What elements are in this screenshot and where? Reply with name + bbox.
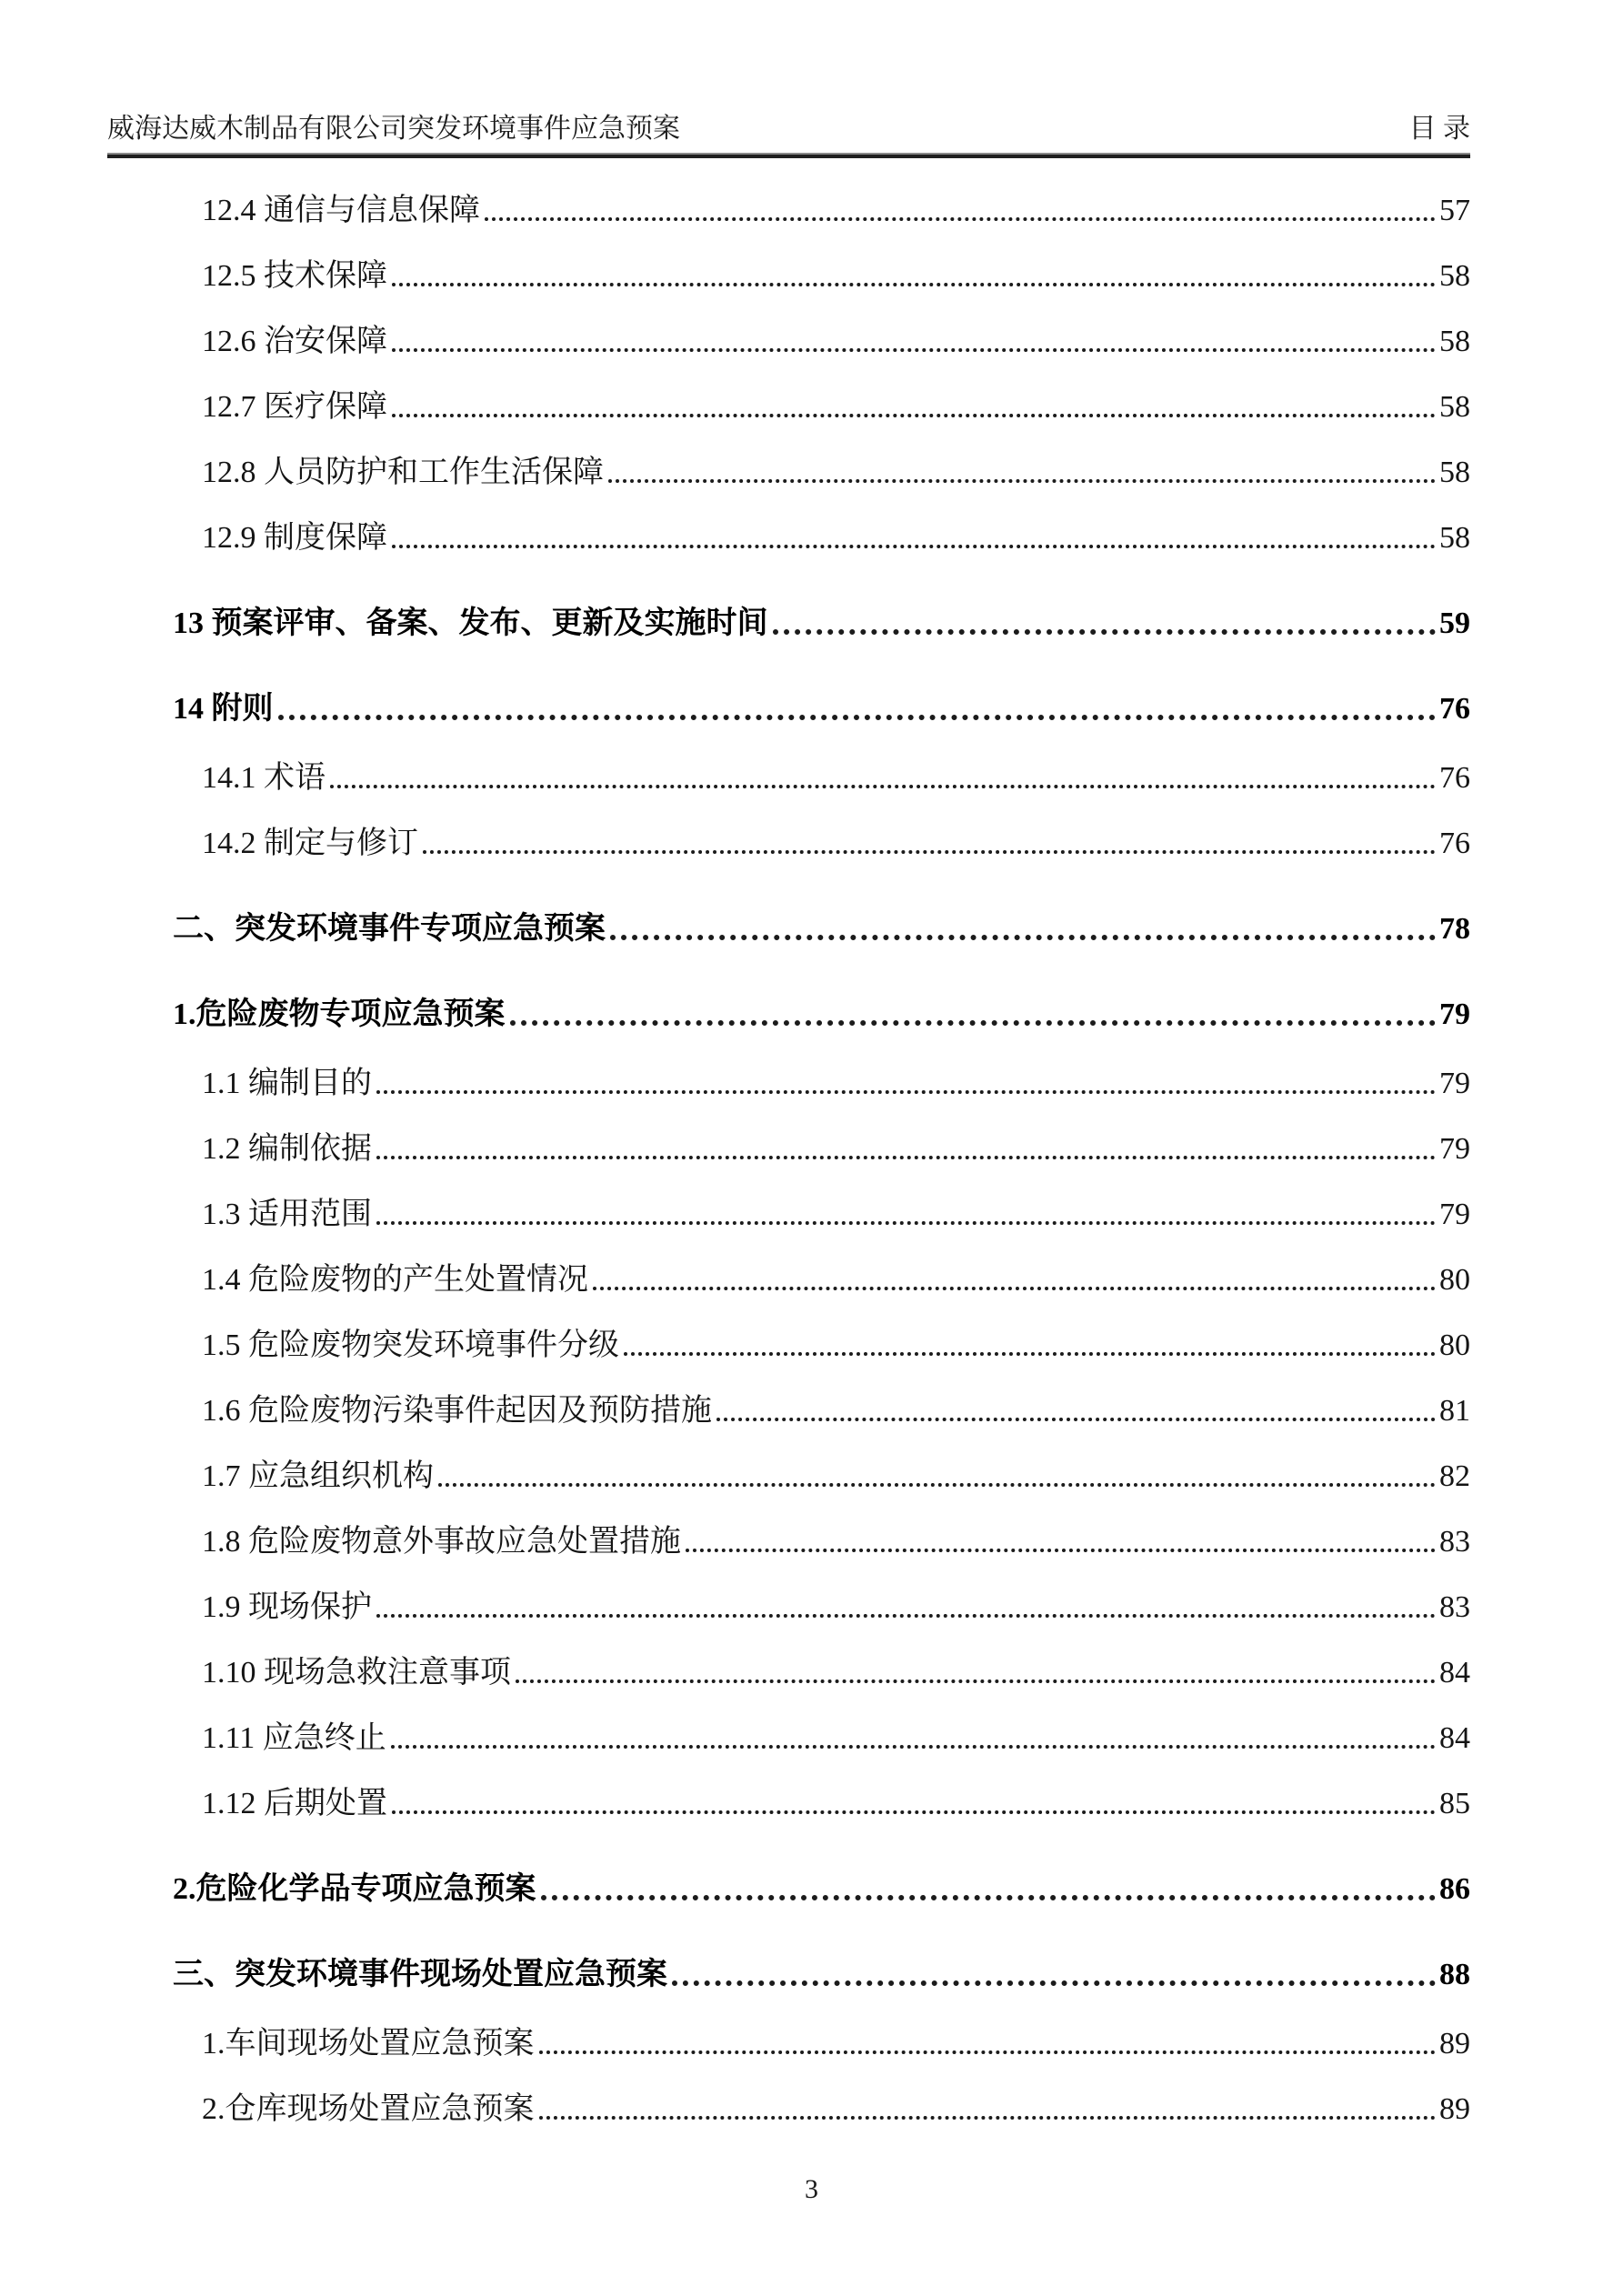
toc-list: [173, 178, 1470, 2142]
toc-entry-label: 14.2 制定与修订: [202, 827, 418, 860]
toc-entry-page: 76: [1439, 827, 1470, 860]
toc-entry-label: 14.1 术语: [202, 761, 326, 795]
toc-entry-page: 58: [1439, 259, 1470, 293]
toc-entry-page: 80: [1439, 1263, 1470, 1297]
toc-entry-page: 76: [1439, 761, 1470, 795]
toc-entry-label: 12.4 通信与信息保障: [202, 194, 480, 227]
toc-entry-page: 58: [1439, 390, 1470, 424]
toc-dot-leader: [330, 785, 1436, 788]
toc-entry[interactable]: [173, 677, 1470, 742]
header-rule: [107, 153, 1470, 158]
toc-entry[interactable]: [173, 591, 1470, 657]
header-doc-title: 威海达威木制品有限公司突发环境事件应急预案: [107, 114, 680, 144]
toc-entry[interactable]: [173, 506, 1470, 571]
toc-entry[interactable]: [173, 1706, 1470, 1771]
toc-entry-page: 84: [1439, 1656, 1470, 1689]
toc-entry-page: 89: [1439, 2092, 1470, 2126]
toc-dot-leader: [539, 2116, 1437, 2120]
toc-dot-leader: [438, 1483, 1436, 1487]
toc-entry-label: 1.9 现场保护: [202, 1590, 372, 1624]
toc-entry-page: 86: [1439, 1872, 1470, 1906]
toc-entry[interactable]: [173, 1575, 1470, 1640]
toc-entry-page: 83: [1439, 1525, 1470, 1559]
toc-entry-label: 1.车间现场处置应急预案: [202, 2027, 535, 2060]
toc-entry-label: 12.7 医疗保障: [202, 390, 387, 424]
toc-entry-label: 14 附则: [173, 692, 274, 726]
toc-entry-page: 79: [1439, 1132, 1470, 1166]
toc-entry-label: 二、突发环境事件专项应急预案: [173, 912, 606, 946]
toc-dot-leader: [392, 1810, 1436, 1814]
toc-dot-leader: [376, 1090, 1436, 1094]
toc-dot-leader: [392, 283, 1436, 286]
toc-dot-leader: [392, 545, 1436, 548]
toc-entry-page: 58: [1439, 456, 1470, 489]
toc-entry-page: 79: [1439, 1067, 1470, 1100]
toc-entry-page: 58: [1439, 521, 1470, 555]
toc-dot-leader: [610, 935, 1436, 940]
toc-entry-page: 84: [1439, 1721, 1470, 1755]
toc-entry[interactable]: [173, 897, 1470, 962]
toc-entry-page: 57: [1439, 194, 1470, 227]
toc-entry-page: 59: [1439, 607, 1470, 640]
toc-entry-label: 12.5 技术保障: [202, 259, 387, 293]
toc-entry-label: 1.8 危险废物意外事故应急处置措施: [202, 1525, 681, 1559]
toc-dot-leader: [516, 1679, 1436, 1683]
toc-dot-leader: [278, 715, 1437, 720]
toc-dot-leader: [376, 1614, 1436, 1618]
toc-entry-page: 76: [1439, 692, 1470, 726]
toc-dot-leader: [716, 1418, 1436, 1421]
toc-dot-leader: [392, 414, 1436, 417]
toc-entry[interactable]: [173, 2011, 1470, 2077]
toc-entry-label: 1.6 危险废物污染事件起因及预防措施: [202, 1394, 712, 1428]
toc-entry-label: 1.12 后期处置: [202, 1787, 387, 1820]
toc-entry-label: 1.1 编制目的: [202, 1067, 372, 1100]
toc-entry[interactable]: [173, 375, 1470, 440]
toc-entry-page: 80: [1439, 1328, 1470, 1362]
toc-entry[interactable]: [173, 1313, 1470, 1379]
toc-entry[interactable]: [173, 440, 1470, 506]
toc-entry-label: 1.7 应急组织机构: [202, 1459, 434, 1493]
toc-entry-label: 1.3 适用范围: [202, 1198, 372, 1231]
toc-entry-page: 81: [1439, 1394, 1470, 1428]
toc-dot-leader: [376, 1221, 1436, 1225]
toc-dot-leader: [392, 348, 1436, 352]
toc-entry[interactable]: [173, 1771, 1470, 1837]
toc-entry[interactable]: [173, 1640, 1470, 1706]
toc-dot-leader: [624, 1352, 1436, 1356]
toc-dot-leader: [672, 1980, 1436, 1986]
page-footer: [0, 2174, 1623, 2205]
toc-entry-label: 12.6 治安保障: [202, 325, 387, 358]
toc-entry-page: 79: [1439, 1198, 1470, 1231]
toc-entry-page: 88: [1439, 1958, 1470, 1991]
toc-entry[interactable]: [173, 1509, 1470, 1575]
toc-dot-leader: [773, 629, 1437, 635]
toc-entry-label: 12.9 制度保障: [202, 521, 387, 555]
toc-dot-leader: [510, 1020, 1437, 1026]
toc-dot-leader: [593, 1287, 1436, 1290]
toc-entry-label: 1.5 危险废物突发环境事件分级: [202, 1328, 619, 1362]
toc-dot-leader: [539, 2050, 1437, 2054]
toc-entry-page: 82: [1439, 1459, 1470, 1493]
toc-entry-page: 78: [1439, 912, 1470, 946]
toc-dot-leader: [541, 1895, 1437, 1900]
toc-entry[interactable]: [173, 1379, 1470, 1444]
header-section-label: 目 录: [1408, 114, 1470, 144]
toc-entry-label: 1.危险废物专项应急预案: [173, 998, 506, 1031]
toc-entry-label: 13 预案评审、备案、发布、更新及实施时间: [173, 607, 768, 640]
toc-entry-label: 1.11 应急终止: [202, 1721, 386, 1755]
toc-entry[interactable]: [173, 309, 1470, 375]
toc-entry-label: 2.危险化学品专项应急预案: [173, 1872, 536, 1906]
page-header: [107, 0, 1470, 158]
toc-dot-leader: [608, 479, 1436, 483]
toc-entry[interactable]: [173, 746, 1470, 811]
toc-entry[interactable]: [173, 1248, 1470, 1313]
toc-entry[interactable]: [173, 1182, 1470, 1248]
toc-entry-page: 58: [1439, 325, 1470, 358]
toc-entry-label: 三、突发环境事件现场处置应急预案: [173, 1958, 667, 1991]
toc-entry[interactable]: [173, 1942, 1470, 2008]
toc-entry[interactable]: [173, 982, 1470, 1048]
toc-entry[interactable]: [173, 1117, 1470, 1182]
toc-entry-page: 79: [1439, 998, 1470, 1031]
toc-entry-label: 12.8 人员防护和工作生活保障: [202, 456, 604, 489]
toc-entry-label: 2.仓库现场处置应急预案: [202, 2092, 535, 2126]
toc-entry-label: 1.4 危险废物的产生处置情况: [202, 1263, 588, 1297]
toc-dot-leader: [376, 1156, 1436, 1159]
toc-entry[interactable]: [173, 811, 1470, 877]
toc-dot-leader: [423, 850, 1436, 854]
toc-entry-label: 1.2 编制依据: [202, 1132, 372, 1166]
toc-entry[interactable]: [173, 178, 1470, 244]
toc-dot-leader: [391, 1745, 1436, 1749]
toc-entry[interactable]: [173, 1444, 1470, 1509]
toc-entry-label: 1.10 现场急救注意事项: [202, 1656, 511, 1689]
toc-entry-page: 83: [1439, 1590, 1470, 1624]
toc-entry[interactable]: [173, 1051, 1470, 1117]
toc-dot-leader: [485, 217, 1436, 221]
toc-entry[interactable]: [173, 244, 1470, 309]
footer-page-number: 3: [805, 2174, 818, 2204]
toc-entry-page: 89: [1439, 2027, 1470, 2060]
toc-entry[interactable]: [173, 1857, 1470, 1922]
toc-entry-page: 85: [1439, 1787, 1470, 1820]
toc-entry[interactable]: [173, 2077, 1470, 2142]
toc-dot-leader: [686, 1549, 1436, 1552]
